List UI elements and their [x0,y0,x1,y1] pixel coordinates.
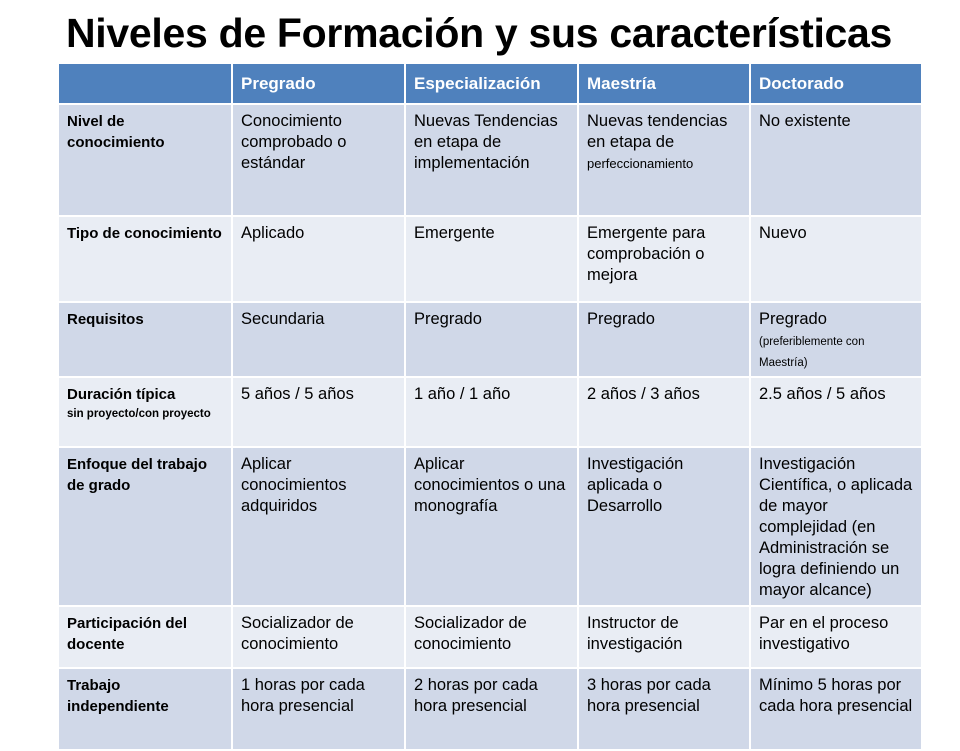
row-label: Tipo de conocimiento [58,216,232,302]
table-cell: 2 horas por cada hora presencial [405,668,578,750]
page-title: Niveles de Formación y sus características [66,10,893,56]
table-cell: Emergente [405,216,578,302]
table-cell: Aplicado [232,216,405,302]
row-label: Trabajo independiente [58,668,232,750]
table-cell: 1 año / 1 año [405,377,578,447]
row-label-subnote: sin proyecto/con proyecto [67,408,211,420]
row-label-text: Duración típica [67,386,176,403]
row-label: Participación del docente [58,606,232,668]
table-cell: Nuevo [750,216,922,302]
table-cell: Secundaria [232,302,405,377]
header-especializacion: Especialización [405,63,578,104]
table-cell: Par en el proceso investigativo [750,606,922,668]
header-maestria: Maestría [578,63,750,104]
table-cell: 3 horas por cada hora presencial [578,668,750,750]
table-row [58,377,922,447]
table-cell: Conocimiento comprobado o estándar [232,104,405,216]
table-cell: Pregrado [405,302,578,377]
table-cell: Nuevas Tendencias en etapa de implementación [405,104,578,216]
header-doctorado: Doctorado [750,63,922,104]
table-row [58,606,922,668]
table-cell: Socializador de conocimiento [232,606,405,668]
table-cell: 2 años / 3 años [578,377,750,447]
table-cell: No existente [750,104,922,216]
cell-text: Nuevas tendencias en etapa de [587,112,728,151]
row-label: Nivel de conocimiento [58,104,232,216]
row-label [58,377,232,447]
table-row [58,104,922,216]
row-label: Enfoque del trabajo de grado [58,447,232,606]
table-cell: Aplicar conocimientos o una monografía [405,447,578,606]
table-cell: Instructor de investigación [578,606,750,668]
table-cell: 1 horas por cada hora presencial [232,668,405,750]
table-cell: Socializador de conocimiento [405,606,578,668]
table-cell: Investigación Científica, o aplicada de mayor complejidad (en Administración se logra definiendo un mayor alcance) [750,447,922,606]
table-cell: Aplicar conocimientos adquiridos [232,447,405,606]
table-cell: 2.5 años / 5 años [750,377,922,447]
table-row [58,302,922,377]
table-cell: Emergente para comprobación o mejora [578,216,750,302]
header-corner [58,63,232,104]
table-cell: Pregrado [578,302,750,377]
cell-text: Pregrado [759,310,827,328]
table-row [58,668,922,750]
header-pregrado: Pregrado [232,63,405,104]
header-row [58,63,922,104]
cell-small-text: perfeccionamiento [587,156,694,171]
cell-small-text: (preferiblemente con Maestría) [759,336,865,369]
row-label: Requisitos [58,302,232,377]
table-row [58,447,922,606]
table-cell: Investigación aplicada o Desarrollo [578,447,750,606]
table-cell [750,302,922,377]
table-cell: 5 años / 5 años [232,377,405,447]
table-cell [578,104,750,216]
table-cell: Mínimo 5 horas por cada hora presencial [750,668,922,750]
formation-levels-table [57,62,923,751]
table-row [58,216,922,302]
